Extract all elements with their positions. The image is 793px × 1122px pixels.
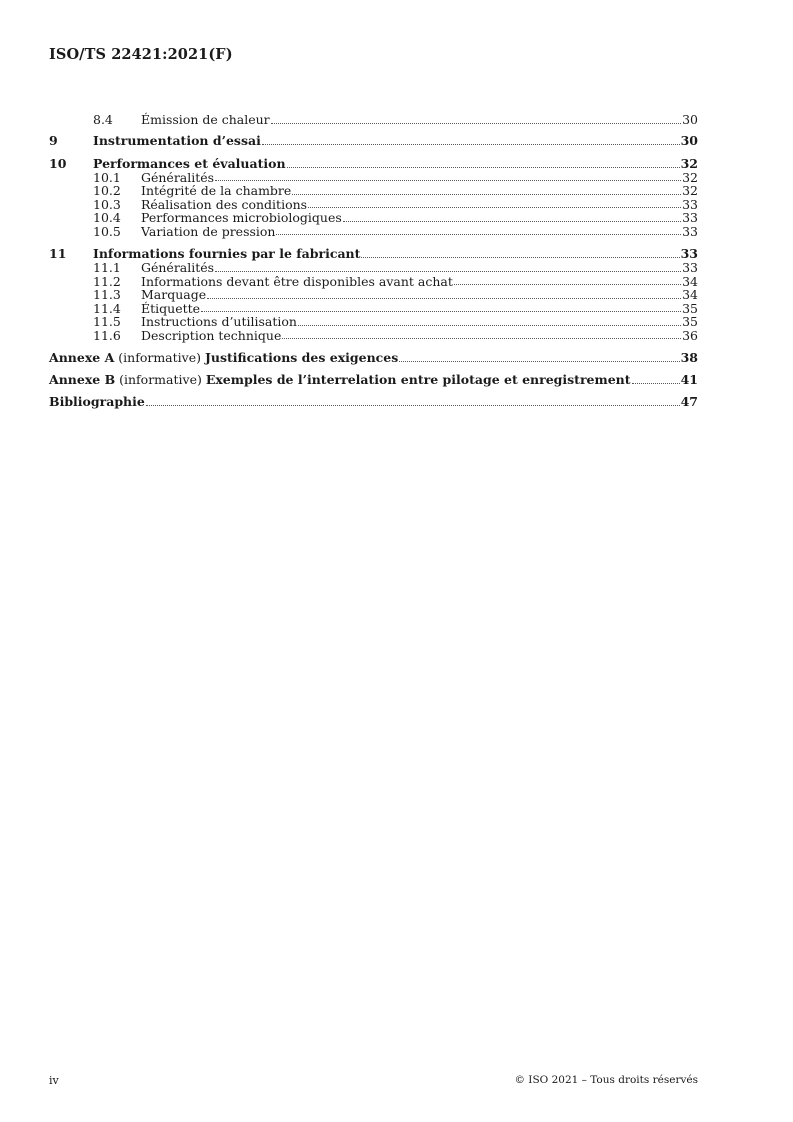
toc-title: Bibliographie — [49, 394, 145, 409]
document-header: ISO/TS 22421:2021(F) — [49, 46, 233, 63]
annex-label: Annexe B — [49, 372, 116, 387]
dot-leader — [262, 144, 680, 145]
toc-page: 32 — [682, 183, 698, 198]
dot-leader — [276, 234, 681, 235]
toc-page: 32 — [680, 155, 698, 171]
dot-leader — [271, 123, 681, 124]
toc-title: Exemples de l’interrelation entre pilotage et enregistrement — [205, 372, 631, 387]
toc-entry-11-2[interactable] — [49, 275, 698, 289]
toc-title: Performances microbiologiques — [141, 210, 342, 225]
dot-leader — [308, 207, 681, 208]
toc-page: 34 — [682, 273, 698, 289]
dot-leader — [399, 361, 679, 362]
toc-entry-11-4[interactable] — [49, 302, 698, 316]
toc-title: Informations fournies par le fabricant — [93, 246, 361, 261]
dot-leader — [207, 298, 681, 299]
toc-title: Intégrité de la chambre — [141, 183, 292, 198]
dot-leader — [454, 284, 681, 285]
toc-page: 47 — [680, 394, 698, 409]
toc-number: 11.2 — [93, 273, 121, 289]
dot-leader — [215, 271, 681, 272]
toc-title: Généralités — [141, 169, 215, 185]
toc-entry-bibliography[interactable] — [49, 395, 698, 409]
toc-title: Instructions d’utilisation — [141, 314, 297, 329]
toc-number: 11.5 — [93, 314, 121, 329]
dot-leader — [632, 383, 680, 384]
toc-title: Étiquette — [141, 300, 201, 316]
toc-page: 38 — [680, 350, 698, 365]
toc-entry-10[interactable] — [49, 157, 698, 171]
toc-number: 11.6 — [93, 327, 121, 343]
toc-number: 11.4 — [93, 300, 121, 316]
dot-leader — [298, 325, 681, 326]
toc-entry-11[interactable] — [49, 247, 698, 261]
toc-title: Généralités — [141, 260, 215, 275]
annex-qualifier: (informative) — [114, 350, 205, 365]
toc-number: 10.5 — [93, 223, 121, 239]
toc-number: 10.3 — [93, 196, 121, 212]
toc-page: 36 — [682, 327, 698, 343]
toc-number: 11 — [49, 246, 67, 261]
toc-entry-11-1[interactable] — [49, 261, 698, 275]
toc-page: 35 — [682, 300, 698, 316]
toc-page: 32 — [682, 169, 698, 185]
toc-page: 34 — [682, 287, 698, 302]
toc-entry-11-5[interactable] — [49, 315, 698, 329]
toc-entry-11-6[interactable] — [49, 329, 698, 343]
toc-page: 30 — [680, 132, 698, 148]
dot-leader — [287, 167, 680, 168]
toc-entry-10-1[interactable] — [49, 171, 698, 185]
toc-page: 41 — [680, 372, 698, 387]
toc-number: 9 — [49, 132, 58, 148]
toc-entry-annex-a[interactable] — [49, 351, 698, 365]
toc-page: 33 — [682, 260, 698, 275]
dot-leader — [146, 405, 680, 406]
toc-title: Réalisation des conditions — [141, 196, 308, 212]
toc-page: 33 — [682, 196, 698, 212]
toc-entry-10-5[interactable] — [49, 225, 698, 239]
toc-title: Performances et évaluation — [93, 155, 286, 171]
footer-page-number: iv — [49, 1074, 59, 1087]
dot-leader — [282, 338, 681, 339]
toc-page: 30 — [682, 112, 698, 127]
toc-entry-annex-b[interactable] — [49, 373, 698, 387]
toc-page: 33 — [682, 223, 698, 239]
footer-copyright: © ISO 2021 – Tous droits réservés — [514, 1074, 698, 1086]
toc-page: 33 — [682, 210, 698, 225]
annex-qualifier: (informative) — [115, 372, 206, 387]
toc-number: 11.1 — [93, 260, 121, 275]
toc-entry-10-2[interactable] — [49, 184, 698, 198]
toc-number: 11.3 — [93, 287, 121, 302]
toc-title: Informations devant être disponibles avant achat — [141, 273, 453, 289]
toc-entry-10-3[interactable] — [49, 198, 698, 212]
toc-title: Description technique — [141, 327, 282, 343]
toc-number: 8.4 — [93, 112, 113, 127]
annex-label: Annexe A — [49, 350, 115, 365]
table-of-contents — [49, 113, 698, 409]
dot-leader — [201, 311, 681, 312]
toc-page: 35 — [682, 314, 698, 329]
toc-title: Justifications des exigences — [204, 350, 399, 365]
toc-entry-8-4[interactable] — [49, 113, 698, 127]
toc-page: 33 — [680, 246, 698, 261]
toc-number: 10.1 — [93, 169, 121, 185]
toc-title: Émission de chaleur — [141, 112, 270, 127]
dot-leader — [215, 180, 681, 181]
dot-leader — [292, 194, 681, 195]
toc-number: 10.2 — [93, 183, 121, 198]
dot-leader — [361, 257, 679, 258]
toc-number: 10 — [49, 155, 67, 171]
toc-number: 10.4 — [93, 210, 121, 225]
dot-leader — [343, 221, 681, 222]
toc-entry-9[interactable] — [49, 134, 698, 148]
toc-title: Marquage — [141, 287, 207, 302]
toc-title: Variation de pression — [141, 223, 276, 239]
toc-title: Instrumentation d’essai — [93, 132, 261, 148]
toc-entry-10-4[interactable] — [49, 211, 698, 225]
toc-entry-11-3[interactable] — [49, 288, 698, 302]
